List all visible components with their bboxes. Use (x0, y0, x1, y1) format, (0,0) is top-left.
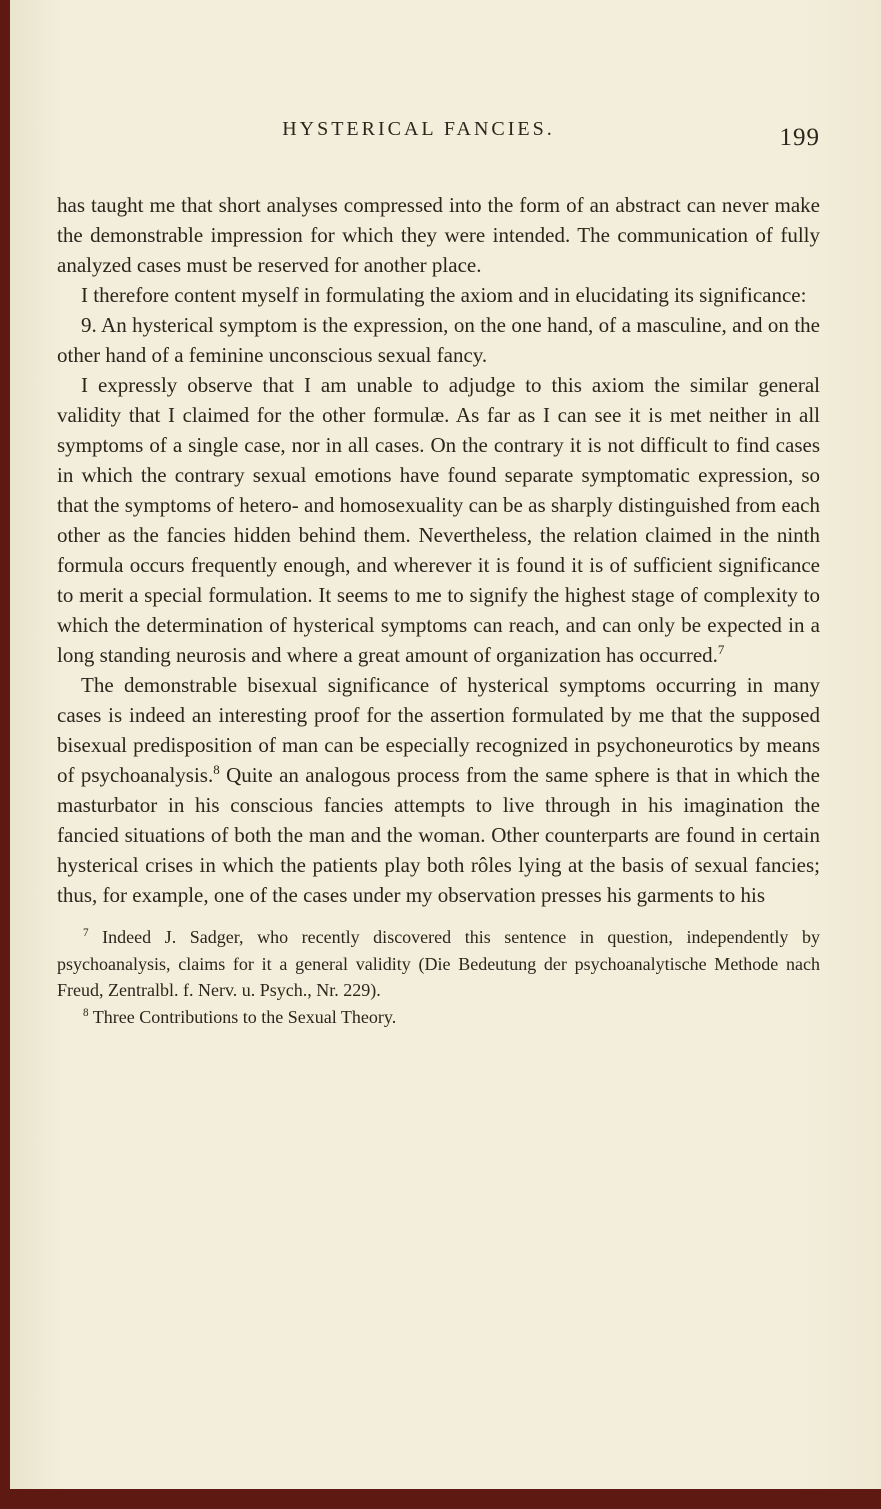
page-header (57, 118, 820, 150)
running-title: HYSTERICAL FANCIES. (282, 118, 555, 140)
binding-edge-left (0, 0, 10, 1509)
paragraph-text: I therefore content myself in formulating the axiom and in elucidating its significance: (81, 283, 807, 308)
page-number: 199 (779, 124, 820, 151)
footnote-marker: 7 (83, 927, 89, 940)
footnote-marker: 7 (717, 642, 725, 658)
paragraph-text: 9. An hysterical symptom is the expression, on the one hand, of a masculine, and on the other hand of a feminine unconscious sexual fancy. (57, 313, 820, 368)
paragraph (57, 280, 820, 310)
body-text (57, 190, 820, 910)
footnotes (57, 924, 820, 1030)
footnote (57, 924, 820, 1003)
footnote-marker: 8 (83, 1006, 89, 1019)
binding-edge-bottom (0, 1489, 881, 1509)
page-content (10, 0, 881, 1489)
footnote-text: Three Contributions to the Sexual Theory. (88, 1006, 397, 1027)
footnote-text: Indeed J. Sadger, who recently discovered this sentence in question, independently by psychoanalysis, claims for it a general validity (Die Bedeutung der psychoanalytische Methode nach Freud, Zentralbl. f. Nerv. u. Psych., Nr. 229). (57, 927, 820, 1001)
paragraph (57, 310, 820, 370)
footnote-marker: 8 (213, 762, 220, 778)
footnote (57, 1004, 820, 1030)
paragraph-text: Quite an analogous process from the same sphere is that in which the masturbator in his conscious fancies attempts to live through in his imagination the fancied situations of both the man and the woman. Other counterparts are found in certain hysterical crises in which the patients play both rôles lying at the basis of sexual fancies; thus, for example, one of the cases under my observation presses his garments to his (57, 763, 820, 908)
paragraph-text: has taught me that short analyses compressed into the form of an abstract can never make the demonstrable impression for which they were intended. The communication of fully analyzed cases must be reserved for another place. (57, 193, 820, 278)
paragraph-text: I expressly observe that I am unable to adjudge to this axiom the similar general validity that I claimed for the other formulæ. As far as I can see it is met neither in all symptoms of a single case, nor in all cases. On the contrary it is not difficult to find cases in which the contrary sexual emotions have found separate symptomatic expression, so that the symptoms of hetero- and homosexuality can be as sharply distinguished from each other as the fancies hidden behind them. Nevertheless, the relation claimed in the ninth formula occurs frequently enough, and wherever it is found it is of sufficient significance to merit a special formulation. It seems to me to signify the highest stage of complexity to which the determination of hysterical symptoms can reach, and can only be expected in a long standing neurosis and where a great amount of organization has occurred. (57, 373, 820, 668)
paragraph (57, 190, 820, 280)
paragraph (57, 370, 820, 670)
paragraph (57, 670, 820, 910)
paragraph-text: The demonstrable bisexual significance of hysterical symptoms occurring in many cases is indeed an interesting proof for the assertion formulated by me that the supposed bisexual predisposition of man can be especially recognized in psychoneurotics by means of psychoanalysis. (57, 673, 820, 788)
